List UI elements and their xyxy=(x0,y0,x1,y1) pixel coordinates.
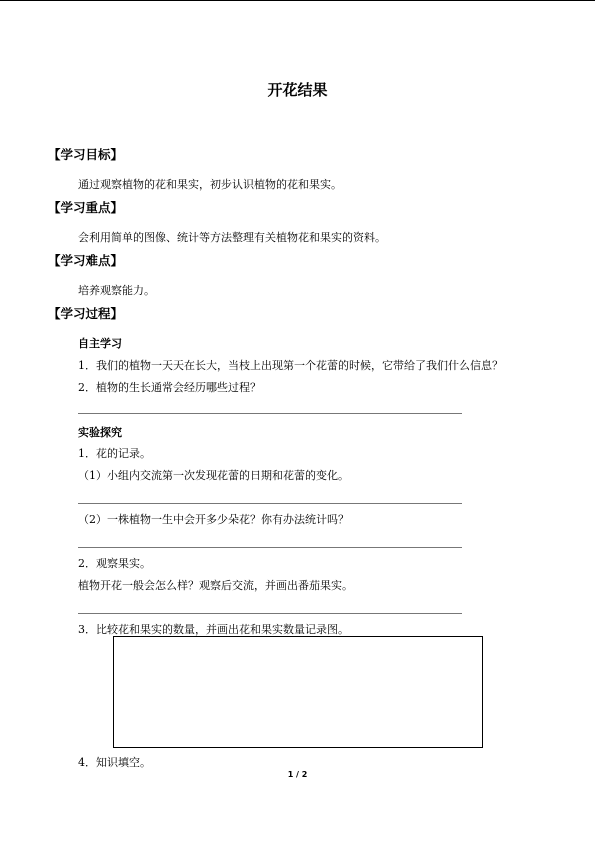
drawing-box xyxy=(113,636,483,748)
heading-learning-difficulty: 【学习难点】 xyxy=(48,253,124,268)
learning-difficulty-text: 培养观察能力。 xyxy=(78,284,155,297)
top-border-line xyxy=(0,0,595,1)
experiment-item-1: 1．花的记录。 xyxy=(78,447,151,460)
heading-learning-focus: 【学习重点】 xyxy=(48,200,124,215)
experiment-item-2-text: 植物开花一般会怎么样？观察后交流，并画出番茄果实。 xyxy=(78,579,353,592)
answer-line xyxy=(78,503,462,504)
experiment-item-1b: （2）一株植物一生中会开多少朵花？你有办法统计吗？ xyxy=(78,513,349,526)
self-study-question-2: 2．植物的生长通常会经历哪些过程？ xyxy=(78,381,261,394)
heading-learning-process: 【学习过程】 xyxy=(48,306,124,321)
page-title: 开花结果 xyxy=(267,81,328,99)
answer-line xyxy=(78,413,462,414)
answer-line xyxy=(78,613,462,614)
experiment-item-4: 4．知识填空。 xyxy=(78,756,151,769)
self-study-title: 自主学习 xyxy=(78,337,122,350)
experiment-title: 实验探究 xyxy=(78,426,122,439)
experiment-item-3: 3．比较花和果实的数量，并画出花和果实数量记录图。 xyxy=(78,623,349,636)
heading-learning-goal: 【学习目标】 xyxy=(48,147,124,162)
answer-line xyxy=(78,547,462,548)
learning-focus-text: 会利用简单的图像、统计等方法整理有关植物花和果实的资料。 xyxy=(78,231,386,244)
self-study-question-1: 1．我们的植物一天天在长大，当枝上出现第一个花蕾的时候，它带给了我们什么信息？ xyxy=(78,359,503,372)
page-number: 1 / 2 xyxy=(287,770,308,779)
experiment-item-1a: （1）小组内交流第一次发现花蕾的日期和花蕾的变化。 xyxy=(78,469,349,482)
experiment-item-2: 2．观察果实。 xyxy=(78,557,151,570)
learning-goal-text: 通过观察植物的花和果实，初步认识植物的花和果实。 xyxy=(78,178,342,191)
